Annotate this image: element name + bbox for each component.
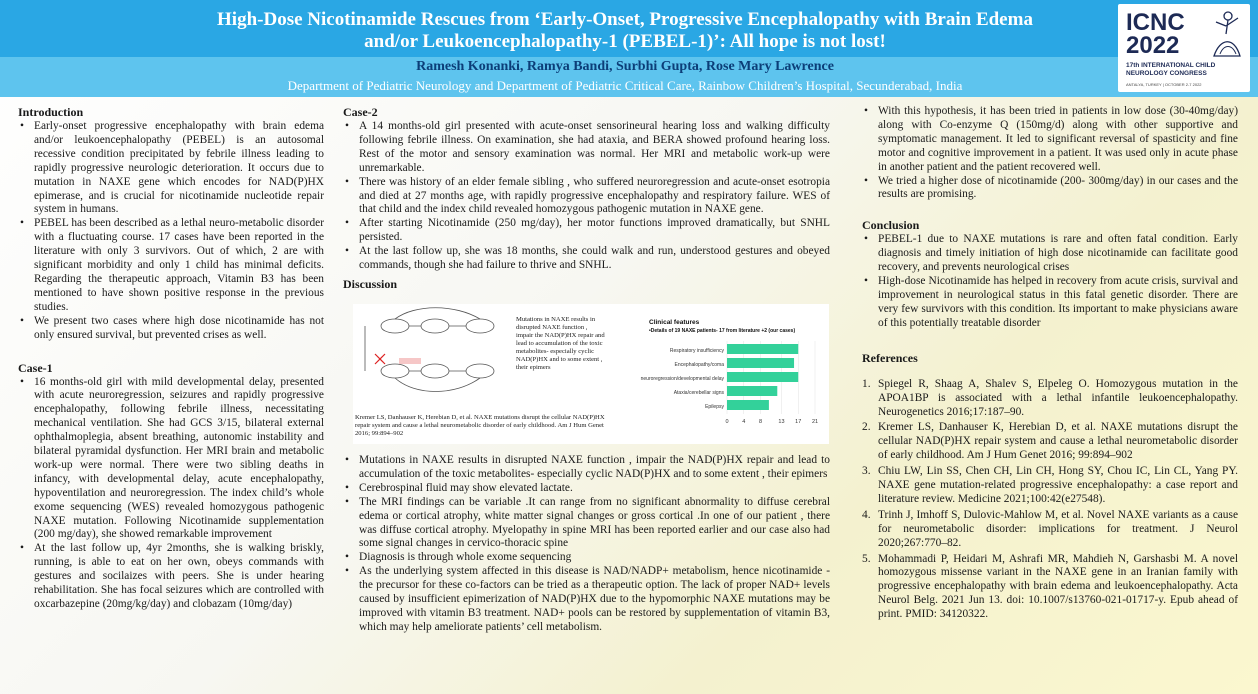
conclusion-heading: Conclusion bbox=[862, 218, 920, 233]
title-line-2: and/or Leukoencephalopathy-1 (PEBEL-1)’: All hope is not lost! bbox=[364, 31, 886, 52]
list-item: • At the last follow up, 4yr 2months, she is walking briskly, running, is able to eat on her own, obeys commands with gestures and socilaizes with peers. She is under hearing rehabilitation. She has focal seizures which are controlled with oxcarbazepine (20mg/kg/day) and clobazam (10mg/day) bbox=[18, 542, 324, 612]
list-item: • Mutations in NAXE results in disrupted NAXE function , impair the NAD(P)HX repair and lead to accumulation of the toxic metabolites- especially cyclic NAD(P)HX and to some extent , their epimers bbox=[343, 454, 830, 482]
nadphx-pathway-diagram bbox=[355, 306, 515, 406]
list-item: • After starting Nicotinamide (250 mg/day), her motor functions improved dramatically, but SNHL persisted. bbox=[343, 217, 830, 245]
chart-tick-label: 8 bbox=[758, 418, 763, 425]
reference-text: Mohammadi P, Heidari M, Ashrafi MR, Mahdieh N, Garshasbi M. A novel homozygous missense variant in the NAXE gene in an Iranian family with progressive encephalopathy with brain edema and leukoencephalopathy. Acta Neurol Belg. 2021 Jun 13. doi: 10.1007/s13760-021-01717-y. Epub ahead of print. PMID: 34120322. bbox=[878, 552, 1238, 621]
references-list bbox=[862, 378, 1238, 622]
list-item: • High-dose Nicotinamide has helped in recovery from acute crisis, survival and improvement in neurological status in this fatal genetic disorder. There are very few survivors with this condition. Its important to make physicians aware of this potentially treatable disorder bbox=[862, 275, 1238, 331]
reference-item bbox=[862, 421, 1238, 463]
authors: Ramesh Konanki, Ramya Bandi, Surbhi Gupta, Rose Mary Lawrence bbox=[416, 59, 834, 74]
case2-heading: Case-2 bbox=[343, 105, 378, 119]
conference-logo bbox=[1118, 4, 1250, 92]
chart-tick-label: 17 bbox=[795, 418, 802, 425]
reference-number: 2. bbox=[862, 421, 871, 434]
logo-subtitle: 17th INTERNATIONAL CHILD NEUROLOGY CONGRESS bbox=[1126, 62, 1216, 77]
reference-number: 1. bbox=[862, 377, 871, 390]
list-item: • Cerebrospinal fluid may show elevated lactate. bbox=[343, 482, 830, 496]
department: Department of Pediatric Neurology and Department of Pediatric Critical Care, Rainbow Children’s Hospital, Secunderabad, India bbox=[287, 78, 963, 93]
list-item: • As the underlying system affected in this disease is NAD/NADP+ metabolism, hence nicotinamide -the precursor for these co-factors can be tried as a therapeutic option. The lack of proper NAD+ levels caused by insufficient epimerization of NAD(P)HX due to the hypomorphic NAXE mutations may be improved with vitamin B3 treatment. NAD+ pools can be restored by supplementation of vitamin B3, which may help ameliorate patients’ cell metabolism. bbox=[343, 565, 830, 635]
figure-note: Mutations in NAXE results in disrupted NAXE function , impair the NAD(P)HX repair and lead to accumulation of the toxic metabolites- especially cyclic NAD(P)HX and to some extent , their epimers bbox=[516, 315, 605, 371]
list-item: • A 14 months-old girl presented with acute-onset sensorineural hearing loss and walking difficulty following febrile illness. On examination, she had ataxia, and BERA showed profound hearing loss. Rest of the motor and sensory examination was normal. Her MRI and metabolic work-up were unremarkable. bbox=[343, 120, 830, 176]
chart-category-label: Encephalopathy/coma bbox=[674, 361, 724, 368]
reference-text: Chiu LW, Lin SS, Chen CH, Lin CH, Hong SY, Chou IC, Lin CL, Yang PY. NAXE gene mutation-related progressive encephalopathy: a case report and literature review. Medicine 2021;100:42(e27548). bbox=[878, 465, 1238, 505]
column-middle bbox=[343, 105, 830, 635]
reference-number: 3. bbox=[862, 465, 871, 478]
chart-category-label: Respiratory insufficiency bbox=[669, 347, 724, 354]
title-line-1: High-Dose Nicotinamide Rescues from ‘Early-Onset, Progressive Encephalopathy with Brain Edema bbox=[217, 9, 1033, 30]
logo-name: ICNC bbox=[1126, 9, 1185, 36]
list-item: • Diagnosis is through whole exome sequencing bbox=[343, 551, 830, 565]
chart-subtitle: •Details of 19 NAXE patients- 17 from literature +2 (our cases) bbox=[649, 327, 796, 334]
logo-year: 2022 bbox=[1126, 32, 1180, 59]
list-item: • At the last follow up, she was 18 months, she could walk and run, understood gestures and obeyed commands, though she had failure to thrive and SNHL. bbox=[343, 245, 830, 273]
list-item: • With this hypothesis, it has been tried in patients in low dose (30-40mg/day) along with Co-enzyme Q (150mg/d) along with other supportive and symptomatic management. It led to significant reversal of spasticity and fine motor and cognitive improvement in a patient. It was used only in acute phase in another patient and the patient recovered well. bbox=[862, 105, 1238, 175]
introduction-list bbox=[18, 120, 324, 343]
reference-item bbox=[862, 378, 1238, 420]
poster-header bbox=[0, 0, 1258, 97]
reference-text: Trinh J, Imhoff S, Dulovic-Mahlow M, et al. Novel NAXE variants as a cause for neurometabolic disorder: implications for treatment. J Neurol 2020;267:770–82. bbox=[878, 508, 1238, 549]
reference-text: Kremer LS, Danhauser K, Herebian D, et al. NAXE mutations disrupt the cellular NAD(P)HX repair system and cause a lethal neurometabolic disorder of early childhood. Am J Hum Genet 2016; 99:894–902 bbox=[878, 421, 1238, 462]
list-item: • 16 months-old girl with mild developmental delay, presented with acute neuroregression, seizures and rapidly progressive encephalopathy, following febrile illness, necessitating mechanical ventilation. She had GCS 3/15, bilateral external ophthalmoplegia, absent breathing, autonomic instability and bilateral pyramidal dysfunction. Her MRI brain and metabolic work-up were normal. There were two sibling deaths in infancy, with developmental delay, acute encephalopathy, hypoventilation and neuroregression. The index child’s whole exome sequencing (WES) revealed homozygous pathogenic NAXE mutation. Following Nicotinamide supplementation (200 mg/day), she showed remarkable improvement bbox=[18, 376, 324, 543]
chart-category-label: Epilepsy bbox=[705, 403, 724, 410]
chart-title: Clinical features bbox=[649, 318, 700, 326]
reference-item bbox=[862, 465, 1238, 507]
list-item: • PEBEL-1 due to NAXE mutations is rare and often fatal condition. Early diagnosis and timely initiation of high dose nicotinamide can facilitate good recovery, and prevents neurological crises bbox=[862, 233, 1238, 275]
chart-tick-label: 4 bbox=[742, 418, 746, 425]
list-item: • Early-onset progressive encephalopathy with brain edema and/or leukoencephalopathy (PEBEL) is an autosomal recessive condition precipitated by febrile illness leading to rapidly progressive neurologic deterioration. It occurs due to mutation in NAXE gene which encodes for NAD(P)HX epimerase, and is crucial for nicotinamide nucleotide repair system in humans. bbox=[18, 120, 324, 217]
column-left bbox=[18, 105, 324, 612]
discussion-heading: Discussion bbox=[343, 276, 398, 291]
poster-title bbox=[100, 9, 1150, 53]
chart-category-label: Ataxia/cerebellar signs bbox=[673, 389, 724, 396]
reference-item bbox=[862, 553, 1238, 623]
chart-category-label: neuroregression/developmental delay bbox=[640, 375, 724, 382]
list-item: • The MRI findings can be variable .It can range from no significant abnormality to diffuse cerebral edema or cortical atrophy, white matter signal changes or gross cortical .In one of our patient , there was diffuse cortical atrophy. Myelopathy in spine MRI has been reported earlier and our case also had some signal changes in cervico-thoracic spine bbox=[343, 496, 830, 552]
logo-location: ANTALYA, TURKEY | OCTOBER 2-7 2022 bbox=[1126, 82, 1202, 87]
case1-list bbox=[18, 376, 324, 612]
case2-list bbox=[343, 120, 830, 273]
chart-tick-label: 0 bbox=[725, 418, 729, 425]
case1-heading: Case-1 bbox=[18, 360, 53, 375]
chart-bar bbox=[727, 386, 777, 396]
reference-number: 4. bbox=[862, 508, 871, 521]
continued-list bbox=[862, 105, 1238, 202]
chart-bar bbox=[727, 344, 798, 354]
chart-bar bbox=[727, 372, 798, 382]
reference-number: 5. bbox=[862, 552, 871, 565]
reference-item bbox=[862, 509, 1238, 551]
discussion-list bbox=[343, 454, 830, 635]
list-item: • PEBEL has been described as a lethal neuro-metabolic disorder with a fluctuating course. 17 cases have been reported in the literature with only 3 survivors. Out of which, 2 are with significant morbidity and only 1 child has minimal deficits. Regarding the therapeutic approach, Vitamin B3 has been mentioned to have shown positive response in the previous studies. bbox=[18, 217, 324, 314]
column-right bbox=[862, 105, 1238, 624]
discussion-figure bbox=[353, 304, 829, 444]
conclusion-list bbox=[862, 233, 1238, 330]
chart-tick-label: 21 bbox=[811, 418, 819, 425]
figure-caption: Kremer LS, Danhauser K, Herebian D, et al. NAXE mutations disrupt the cellular NAD(P)HX repair system and cause a lethal neurometabolic disorder of early childhood. Am J Hum Genet 2016; 99:894–902 bbox=[355, 413, 605, 437]
clinical-features-chart bbox=[615, 314, 825, 440]
list-item: • There was history of an elder female sibling , who suffered neuroregression and acute-onset esotropia and died at 27 months age, with rapidly progressive encephalopathy and respiratory failure. WES of that child and the index child revealed homozygous pathogenic mutation in NAXE gene. bbox=[343, 176, 830, 218]
chart-bar bbox=[727, 358, 794, 368]
list-item: • We tried a higher dose of nicotinamide (200- 300mg/day) in our cases and the results are promising. bbox=[862, 175, 1238, 203]
dervish-figure-icon bbox=[1206, 8, 1246, 62]
references-heading: References bbox=[862, 350, 918, 365]
introduction-heading: Introduction bbox=[18, 105, 84, 119]
list-item: • We present two cases where high dose nicotinamide has not only ensured survival, but prevented crises as well. bbox=[18, 315, 324, 343]
chart-tick-label: 13 bbox=[778, 418, 785, 425]
chart-bar bbox=[727, 400, 769, 410]
reference-text: Spiegel R, Shaag A, Shalev S, Elpeleg O. Homozygous mutation in the APOA1BP is associated with a lethal infantile leukoencephalopathy. Neurogenetics 2016;17:187–90. bbox=[878, 377, 1238, 418]
